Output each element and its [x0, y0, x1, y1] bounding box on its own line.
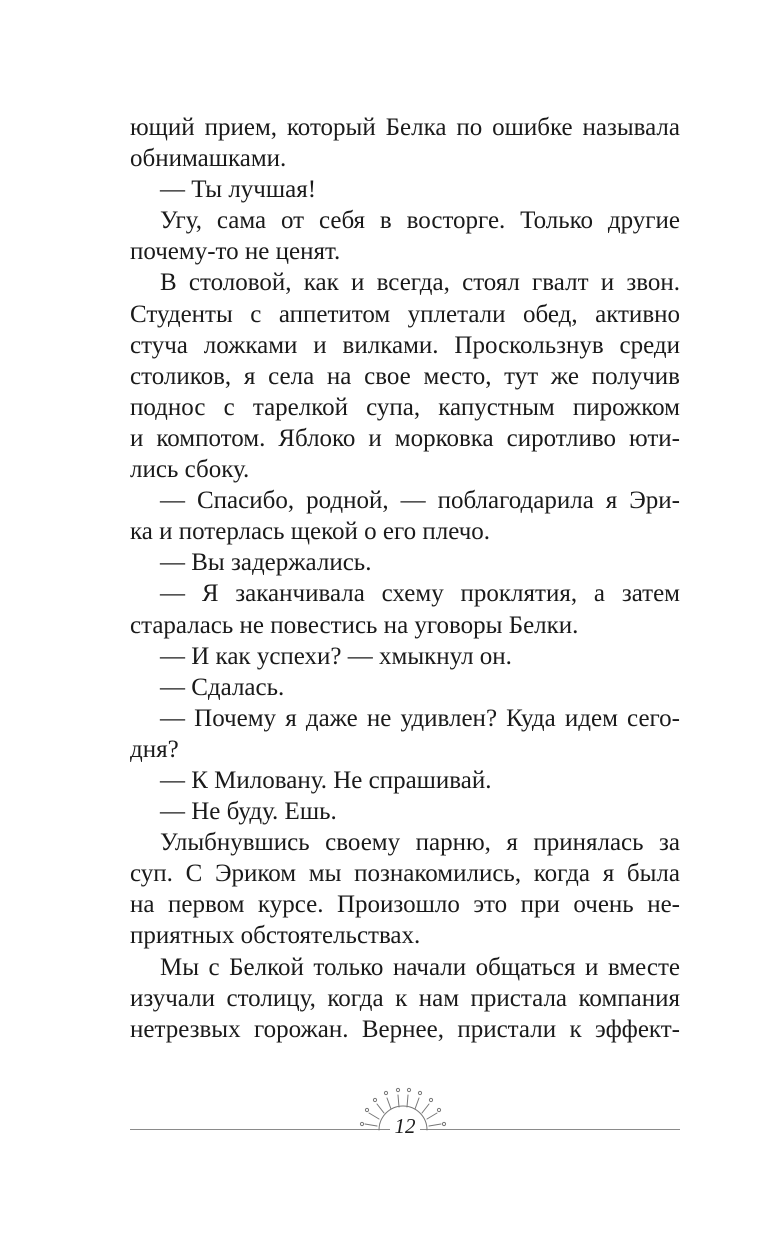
text-line: — Сдалась. [160, 673, 285, 701]
text-line: на первом курсе. Произошло это при очень не- [130, 891, 680, 919]
text-line: столиков, я села на свое место, тут же получив [130, 362, 680, 390]
text-line: лись сбоку. [130, 456, 250, 484]
text-line: — Почему я даже не удивлен? Куда идем сего- [160, 704, 680, 732]
text-line: старалась не повестись на уговоры Белки. [130, 611, 579, 639]
text-line: — Не буду. Ешь. [160, 798, 337, 826]
text-line: Мы с Белкой только начали общаться и вместе [160, 953, 680, 981]
text-line: дня? [130, 735, 179, 763]
text-line: суп. С Эриком мы познакомились, когда я была [130, 860, 680, 888]
text-line: Угу, сама от себя в восторге. Только другие [160, 207, 680, 235]
text-line: — Спасибо, родной, — поблагодарила я Эри- [160, 487, 680, 515]
text-line: Улыбнувшись своему парню, я принялась за [160, 829, 680, 857]
text-line: приятных обстоятельствах. [130, 922, 421, 950]
text-line: В столовой, как и всегда, стоял гвалт и звон. [160, 269, 680, 297]
text-line: — Вы задержались. [160, 549, 372, 577]
page-footer [130, 1058, 680, 1138]
page-body-text [130, 112, 680, 1045]
text-line: и компотом. Яблоко и морковка сиротливо юти- [130, 424, 680, 452]
text-line: — К Миловану. Не спрашивай. [160, 766, 492, 794]
text-line: стуча ложками и вилками. Проскользнув среди [130, 331, 680, 359]
text-line: Студенты с аппетитом уплетали обед, активно [130, 300, 680, 328]
text-line: ка и потерлась щекой о его плечо. [130, 518, 491, 546]
text-line: ющий прием, который Белка по ошибке называла [130, 114, 680, 141]
page-number: 12 [390, 1114, 420, 1138]
text-line: — Я заканчивала схему проклятия, а затем [160, 580, 680, 608]
text-line: нетрезвых горожан. Вернее, пристали к эффект- [130, 1015, 680, 1043]
text-line: обнимашками. [130, 145, 287, 173]
text-line: — Ты лучшая! [160, 176, 317, 204]
text-line: изучали столицу, когда к нам пристала компания [130, 984, 680, 1012]
text-line: — И как успехи? — хмыкнул он. [160, 642, 512, 670]
text-line: поднос с тарелкой супа, капустным пирожком [130, 393, 680, 421]
text-line: почему-то не ценят. [130, 238, 341, 266]
